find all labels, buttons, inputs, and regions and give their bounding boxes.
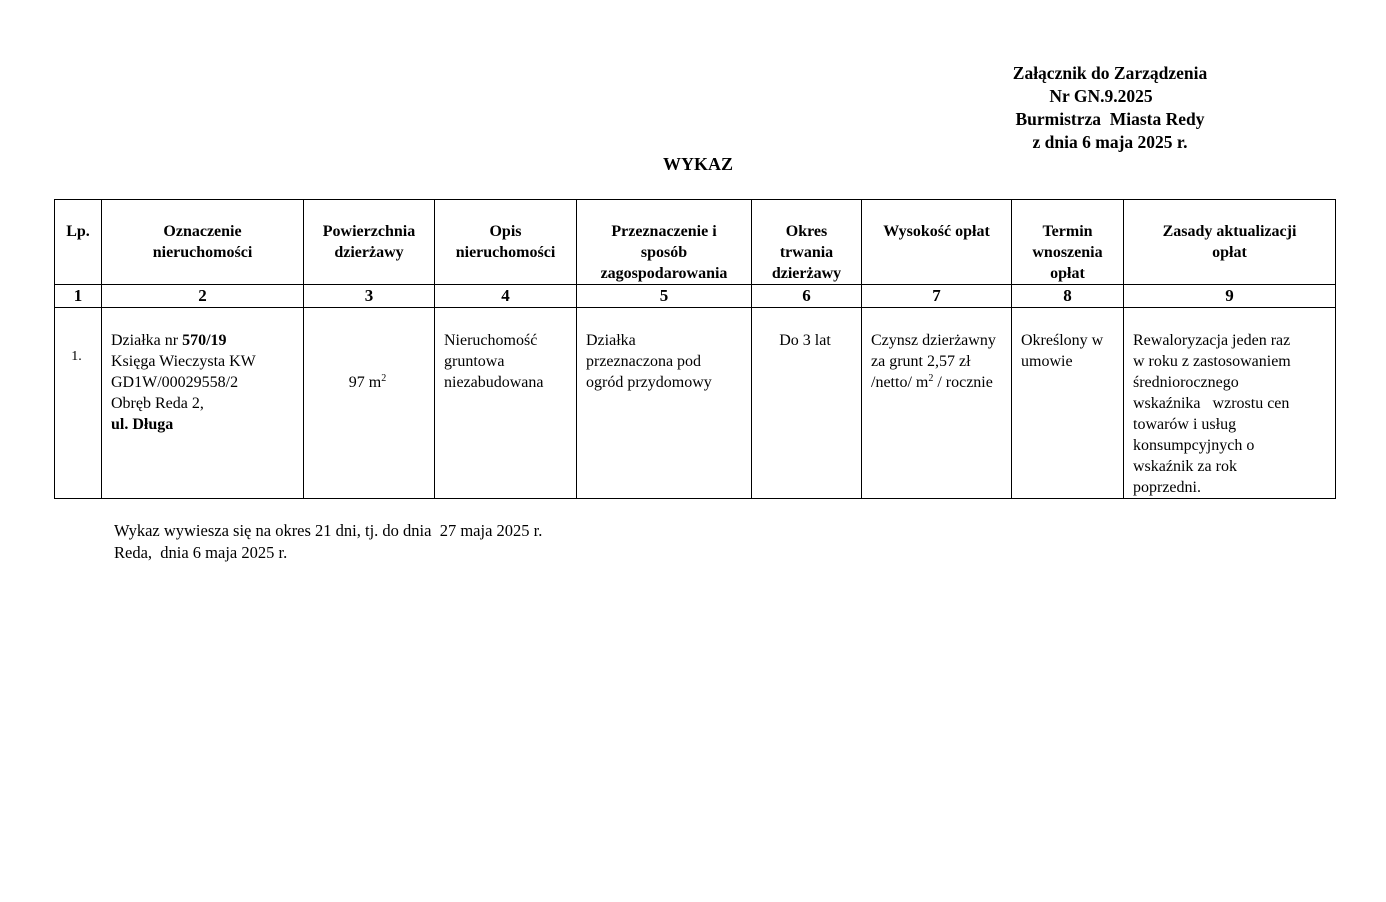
fee-period: / rocznie [933, 374, 993, 391]
plot-line [111, 330, 300, 351]
description-line: niezabudowana [444, 374, 544, 391]
attachment-header [980, 62, 1240, 154]
header-cell-designation: Oznaczenie nieruchomości [102, 200, 304, 285]
plot-prefix: Działka nr [111, 332, 183, 349]
street: ul. Długa [111, 416, 174, 433]
column-number: 1 [55, 285, 102, 308]
column-number: 4 [435, 285, 577, 308]
purpose-cell [577, 308, 752, 499]
fee-unit: /netto/ m [871, 374, 929, 391]
header-cell-update-rules: Zasady aktualizacji opłat [1124, 200, 1336, 285]
rules-line: wskaźnik za rok [1133, 458, 1237, 475]
lease-area-cell [304, 308, 435, 499]
fee-line: Czynsz dzierżawny [871, 332, 996, 349]
column-number: 2 [102, 285, 304, 308]
description-line: gruntowa [444, 353, 505, 370]
column-number: 9 [1124, 285, 1336, 308]
row-lp: 1. [55, 308, 102, 499]
column-number: 8 [1012, 285, 1124, 308]
place-and-date: Reda, dnia 6 maja 2025 r. [114, 543, 288, 562]
rules-line: Rewaloryzacja jeden raz [1133, 332, 1291, 349]
column-number: 6 [752, 285, 862, 308]
header-line-3: Burmistrza Miasta Redy [1015, 109, 1205, 129]
lease-table [54, 199, 1336, 499]
column-number: 7 [862, 285, 1012, 308]
page-title: WYKAZ [662, 154, 733, 174]
rules-line: konsumpcyjnych o [1133, 437, 1255, 454]
purpose-line: Działka [586, 332, 636, 349]
lease-period-cell: Do 3 lat [752, 308, 862, 499]
header-line-2: Nr GN.9.2025 [1049, 86, 1153, 106]
property-designation-cell [102, 308, 304, 499]
header-cell-description: Opis nieruchomości [435, 200, 577, 285]
fee-line: za grunt 2,57 zł [871, 353, 971, 370]
header-line-1: Załącznik do Zarządzenia [1012, 63, 1208, 83]
header-cell-area: Powierzchnia dzierżawy [304, 200, 435, 285]
rules-line: w roku z zastosowaniem [1133, 353, 1291, 370]
update-rules-cell [1124, 308, 1336, 499]
footer-note [114, 520, 542, 564]
rules-line: wskaźnika wzrostu cen [1133, 395, 1290, 412]
land-register-label: Księga Wieczysta KW [111, 353, 256, 370]
plot-number: 570/19 [182, 332, 227, 349]
term-line: Określony w [1021, 332, 1104, 349]
header-cell-period: Okres trwania dzierżawy [752, 200, 862, 285]
header-cell-payment-term: Termin wnoszenia opłat [1012, 200, 1124, 285]
precinct: Obręb Reda 2, [111, 395, 204, 412]
area-unit-exponent: 2 [381, 373, 387, 384]
fees-cell [862, 308, 1012, 499]
table-header-row [55, 200, 1336, 285]
column-number: 5 [577, 285, 752, 308]
land-register-number: GD1W/00029558/2 [111, 374, 239, 391]
fee-unit-exponent: 2 [928, 373, 934, 384]
table-row [55, 308, 1336, 499]
rules-line: średniorocznego [1133, 374, 1239, 391]
area-value: 97 m [348, 374, 382, 391]
property-description-cell [435, 308, 577, 499]
column-number-row [55, 285, 1336, 308]
header-cell-lp: Lp. [55, 200, 102, 285]
rules-line: towarów i usług [1133, 416, 1237, 433]
header-line-4: z dnia 6 maja 2025 r. [1032, 132, 1188, 152]
purpose-line: przeznaczona pod [586, 353, 702, 370]
purpose-line: ogród przydomowy [586, 374, 712, 391]
term-line: umowie [1021, 353, 1073, 370]
posting-period-note: Wykaz wywiesza się na okres 21 dni, tj. do dnia 27 maja 2025 r. [114, 521, 543, 540]
payment-term-cell [1012, 308, 1124, 499]
header-cell-fees: Wysokość opłat [862, 200, 1012, 285]
rules-line: poprzedni. [1133, 479, 1201, 496]
description-line: Nieruchomość [444, 332, 538, 349]
column-number: 3 [304, 285, 435, 308]
header-cell-purpose: Przeznaczenie i sposób zagospodarowania [577, 200, 752, 285]
fee-line [871, 372, 1011, 393]
